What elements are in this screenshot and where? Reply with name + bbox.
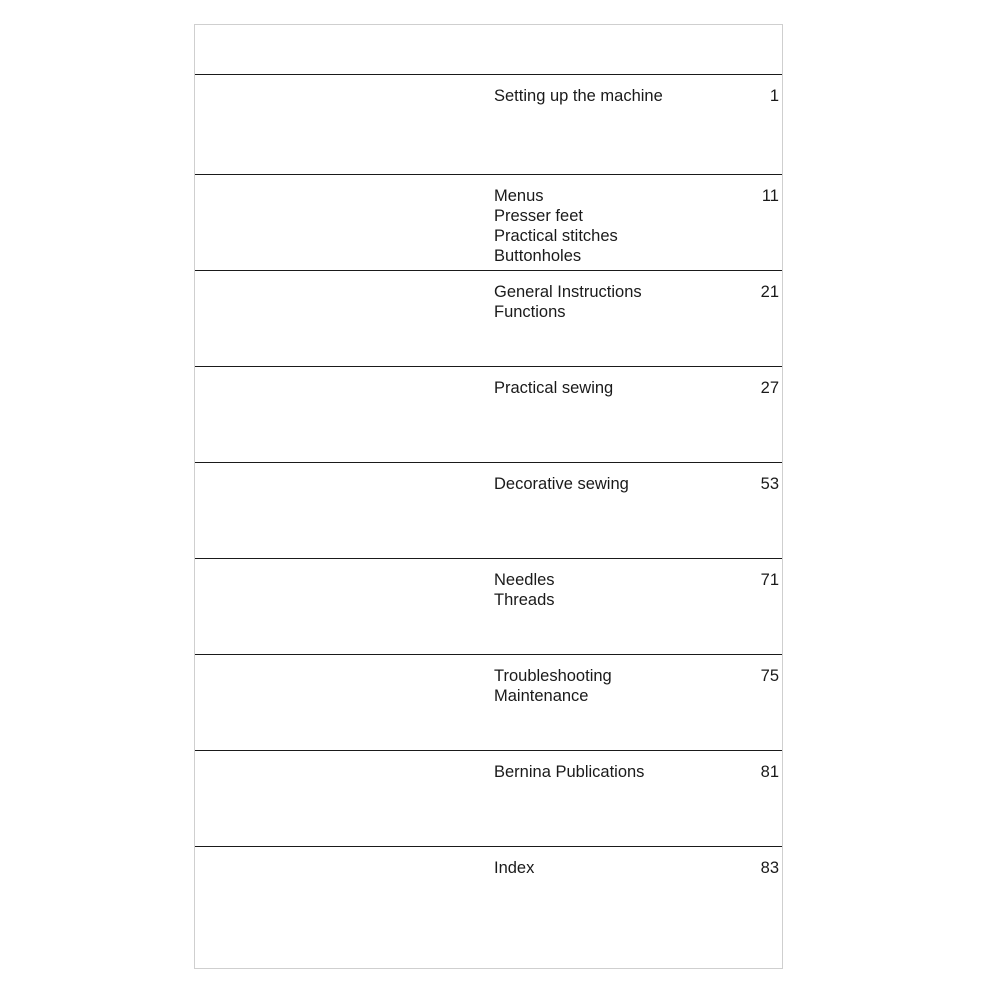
- page-number[interactable]: 81: [760, 763, 779, 781]
- section-titles: [494, 762, 724, 782]
- section-titles: [494, 570, 724, 610]
- section-divider: [195, 654, 782, 655]
- page-number[interactable]: 83: [760, 859, 779, 877]
- section-divider: [195, 74, 782, 75]
- section-title[interactable]: Setting up the machine: [494, 87, 663, 105]
- section-title[interactable]: Index: [494, 859, 535, 877]
- section-title[interactable]: Decorative sewing: [494, 475, 629, 493]
- page-number[interactable]: 71: [760, 571, 779, 589]
- page-number[interactable]: 53: [760, 475, 779, 493]
- section-titles: [494, 474, 724, 494]
- section-titles: [494, 666, 724, 706]
- section-title[interactable]: Bernina Publications: [494, 763, 645, 781]
- section-title[interactable]: Menus: [494, 187, 544, 205]
- section-title[interactable]: Presser feet: [494, 207, 583, 225]
- section-title[interactable]: Troubleshooting: [494, 667, 612, 685]
- section-divider: [195, 270, 782, 271]
- section-divider: [195, 174, 782, 175]
- toc-page: [194, 24, 783, 969]
- section-title[interactable]: Buttonholes: [494, 247, 582, 265]
- section-divider: [195, 846, 782, 847]
- page-number[interactable]: 21: [760, 283, 779, 301]
- section-title[interactable]: Maintenance: [494, 687, 589, 705]
- section-titles: [494, 378, 724, 398]
- section-title[interactable]: General Instructions: [494, 283, 642, 301]
- section-titles: [494, 282, 724, 322]
- page-number[interactable]: 11: [761, 187, 779, 205]
- page-number[interactable]: 1: [769, 87, 779, 105]
- section-titles: [494, 86, 724, 106]
- section-divider: [195, 462, 782, 463]
- section-titles: [494, 186, 724, 266]
- section-title[interactable]: Needles: [494, 571, 555, 589]
- section-title[interactable]: Practical sewing: [494, 379, 614, 397]
- section-divider: [195, 558, 782, 559]
- section-divider: [195, 750, 782, 751]
- section-title[interactable]: Functions: [494, 303, 566, 321]
- page-number[interactable]: 75: [760, 667, 779, 685]
- section-divider: [195, 366, 782, 367]
- page-number[interactable]: 27: [760, 379, 779, 397]
- section-titles: [494, 858, 724, 878]
- section-title[interactable]: Practical stitches: [494, 227, 618, 245]
- section-title[interactable]: Threads: [494, 591, 555, 609]
